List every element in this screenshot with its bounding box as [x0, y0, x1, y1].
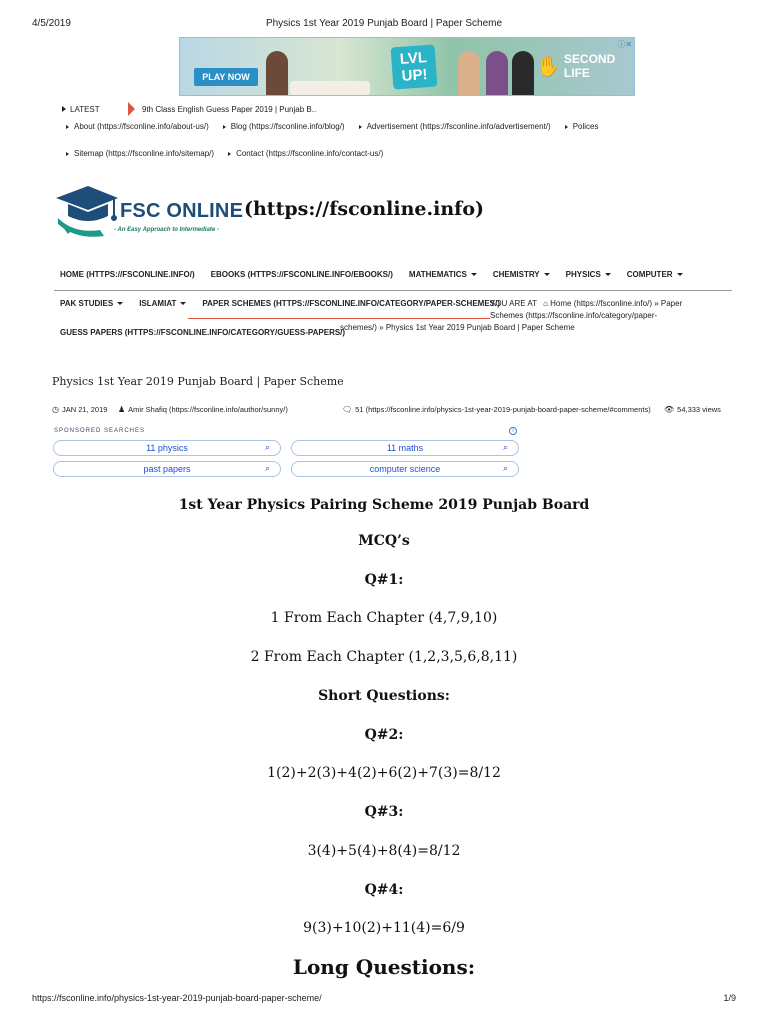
- sponsored-search-pill[interactable]: [53, 440, 281, 456]
- logo-tagline: - An Easy Approach to Intermediate -: [114, 227, 219, 233]
- breadcrumb: [340, 298, 710, 334]
- top-link-advertisement[interactable]: [359, 122, 551, 131]
- chevron-down-icon: [117, 302, 123, 305]
- print-page-number: 1/9: [723, 993, 736, 1003]
- site-logo[interactable]: [54, 180, 484, 240]
- top-link-label: Blog (https://fsconline.info/blog/): [230, 122, 345, 131]
- top-link-polices[interactable]: [565, 122, 599, 131]
- breadcrumb-prefix: YOU ARE AT: [490, 299, 537, 308]
- info-icon[interactable]: i: [509, 427, 517, 435]
- pill-label: 11 maths: [386, 443, 424, 453]
- search-icon: ⌕: [502, 463, 508, 473]
- question-3: Q#3:: [364, 804, 404, 820]
- section-short-questions: Short Questions:: [318, 688, 450, 704]
- nav-computer[interactable]: [627, 270, 683, 279]
- post-views-text: 54,333 views: [677, 405, 721, 414]
- top-link-sitemap[interactable]: [66, 149, 214, 158]
- red-arrow-icon: [128, 102, 135, 116]
- ad-banner[interactable]: [179, 37, 635, 96]
- top-link-about[interactable]: [66, 122, 209, 131]
- nav-guess-papers[interactable]: GUESS PAPERS (HTTPS://FSCONLINE.INFO/CATEGORY/GUESS-PAPERS/): [60, 328, 346, 337]
- nav-label: ISLAMIAT: [139, 299, 177, 308]
- ad-figure-right-3: [512, 51, 534, 95]
- ad-figure-left: [266, 51, 288, 95]
- top-link-blog[interactable]: [223, 122, 345, 131]
- clock-icon: ◷: [52, 405, 59, 414]
- nav-label: EBOOKS (HTTPS://FSCONLINE.INFO/EBOOKS/): [210, 270, 393, 279]
- search-icon: ⌕: [264, 463, 270, 473]
- nav-label: PAK STUDIES: [60, 299, 114, 308]
- question-2-line: 1(2)+2(3)+4(2)+6(2)+7(3)=8/12: [267, 765, 501, 781]
- nav-chemistry[interactable]: [493, 270, 550, 279]
- ad-figure-right-2: [486, 51, 508, 95]
- comments-icon: 🗨: [342, 405, 353, 414]
- triangle-bullet-icon: [223, 125, 226, 129]
- nav-label: COMPUTER: [626, 270, 673, 279]
- sponsored-search-pill[interactable]: [291, 440, 519, 456]
- sponsored-search-pill[interactable]: [53, 461, 281, 477]
- post-comments[interactable]: [342, 405, 651, 414]
- eye-icon: 👁: [664, 405, 675, 414]
- pill-label: 11 physics: [146, 443, 188, 453]
- question-4: Q#4:: [364, 882, 404, 898]
- top-link-label: Advertisement (https://fsconline.info/advertisement/): [366, 122, 551, 131]
- breadcrumb-home[interactable]: Home (https://fsconline.info/): [550, 299, 652, 308]
- pill-label: computer science: [369, 464, 441, 474]
- triangle-bullet-icon: [228, 152, 231, 156]
- chevron-down-icon: [677, 273, 683, 276]
- triangle-bullet-icon: [565, 125, 568, 129]
- chevron-down-icon: [180, 302, 186, 305]
- post-author[interactable]: [118, 405, 288, 414]
- top-link-contact[interactable]: [228, 149, 383, 158]
- breadcrumb-category-2[interactable]: Schemes (https://fsconline.info/category/paper-: [490, 311, 658, 320]
- latest-label: LATEST: [70, 104, 100, 114]
- latest-ticker: [62, 102, 316, 116]
- ad-figure-right-1: [458, 51, 480, 95]
- triangle-bullet-icon: [62, 106, 66, 112]
- question-2: Q#2:: [364, 727, 404, 743]
- nav-ebooks[interactable]: [211, 270, 393, 279]
- triangle-bullet-icon: [66, 152, 69, 156]
- sponsored-label: SPONSORED SEARCHES: [54, 428, 146, 434]
- ad-brand-text: SECOND LIFE: [563, 52, 616, 80]
- print-doc-title: Physics 1st Year 2019 Punjab Board | Paper Scheme: [265, 18, 503, 29]
- nav-label: PAPER SCHEMES (HTTPS://FSCONLINE.INFO/CATEGORY/PAPER-SCHEMES/): [202, 299, 500, 308]
- top-links-row-2: [66, 149, 397, 158]
- question-4-line: 9(3)+10(2)+11(4)=6/9: [303, 920, 465, 936]
- active-nav-underline: [188, 318, 490, 319]
- breadcrumb-current: Physics 1st Year 2019 Punjab Board | Paper Scheme: [385, 323, 575, 332]
- nav-divider: [54, 290, 732, 291]
- nav-pak-studies[interactable]: [60, 299, 123, 308]
- logo-url: (https://fsconline.info): [244, 198, 484, 220]
- top-link-label: About (https://fsconline.info/about-us/): [74, 122, 209, 131]
- search-icon: ⌕: [264, 442, 270, 452]
- graduation-cap-icon: [54, 182, 120, 238]
- pill-label: past papers: [143, 464, 191, 474]
- post-author-text: Amir Shafiq (https://fsconline.info/author/sunny/): [128, 405, 288, 414]
- section-mcqs: MCQ’s: [358, 533, 410, 549]
- adchoices-icon[interactable]: ⓘ✕: [617, 40, 632, 49]
- print-url: https://fsconline.info/physics-1st-year-2019-punjab-board-paper-scheme/: [32, 993, 322, 1003]
- top-link-label: Sitemap (https://fsconline.info/sitemap/): [74, 149, 215, 158]
- hand-icon: ✋: [536, 55, 561, 78]
- nav-label: HOME (HTTPS://FSCONLINE.INFO/): [60, 270, 195, 279]
- print-date: 4/5/2019: [32, 18, 71, 29]
- logo-name: FSC ONLINE: [120, 200, 244, 222]
- top-link-label: Polices: [572, 122, 599, 131]
- nav-paper-schemes[interactable]: [202, 299, 500, 308]
- sub-nav: [60, 299, 516, 308]
- post-views: [664, 405, 721, 414]
- chevron-down-icon: [544, 273, 550, 276]
- question-1: Q#1:: [364, 572, 404, 588]
- nav-home[interactable]: [60, 270, 195, 279]
- question-1-line-2: 2 From Each Chapter (1,2,3,5,6,8,11): [250, 649, 518, 665]
- nav-physics[interactable]: [566, 270, 611, 279]
- breadcrumb-separator-icon: »: [654, 299, 661, 308]
- article-heading: 1st Year Physics Pairing Scheme 2019 Punjab Board: [178, 497, 590, 513]
- post-comments-text: 51 (https://fsconline.info/physics-1st-year-2019-punjab-board-paper-scheme/#comments): [355, 405, 651, 414]
- triangle-bullet-icon: [359, 125, 362, 129]
- top-link-label: Contact (https://fsconline.info/contact-us/): [236, 149, 384, 158]
- nav-label: PHYSICS: [565, 270, 601, 279]
- breadcrumb-category-3[interactable]: schemes/): [340, 323, 377, 332]
- nav-mathematics[interactable]: [409, 270, 477, 279]
- section-long-questions: Long Questions:: [292, 955, 476, 979]
- post-date-text: JAN 21, 2019: [61, 405, 108, 414]
- user-icon: ♟: [118, 405, 126, 414]
- post-title: Physics 1st Year 2019 Punjab Board | Paper Scheme: [52, 375, 344, 388]
- nav-label: MATHEMATICS: [408, 270, 467, 279]
- breadcrumb-category-1[interactable]: Paper: [660, 299, 683, 308]
- question-1-line-1: 1 From Each Chapter (4,7,9,10): [270, 610, 498, 626]
- chevron-down-icon: [605, 273, 611, 276]
- ad-play-button[interactable]: PLAY NOW: [194, 68, 258, 86]
- latest-headline-link[interactable]: 9th Class English Guess Paper 2019 | Punjab B..: [142, 104, 317, 114]
- post-date: [52, 405, 107, 414]
- nav-label: CHEMISTRY: [492, 270, 540, 279]
- top-links-row-1: [66, 122, 612, 131]
- question-3-line: 3(4)+5(4)+8(4)=8/12: [307, 843, 461, 859]
- chevron-down-icon: [471, 273, 477, 276]
- triangle-bullet-icon: [66, 125, 69, 129]
- nav-islamiat[interactable]: [139, 299, 186, 308]
- ad-figure-bed: [290, 81, 370, 95]
- search-icon: ⌕: [502, 442, 508, 452]
- ad-lvl-badge: LVL UP!: [391, 45, 438, 90]
- ad-brand-logo: [536, 52, 616, 80]
- home-icon: ⌂: [543, 299, 548, 308]
- main-nav: [60, 270, 699, 279]
- sponsored-search-pill[interactable]: [291, 461, 519, 477]
- breadcrumb-separator-icon: »: [379, 323, 386, 332]
